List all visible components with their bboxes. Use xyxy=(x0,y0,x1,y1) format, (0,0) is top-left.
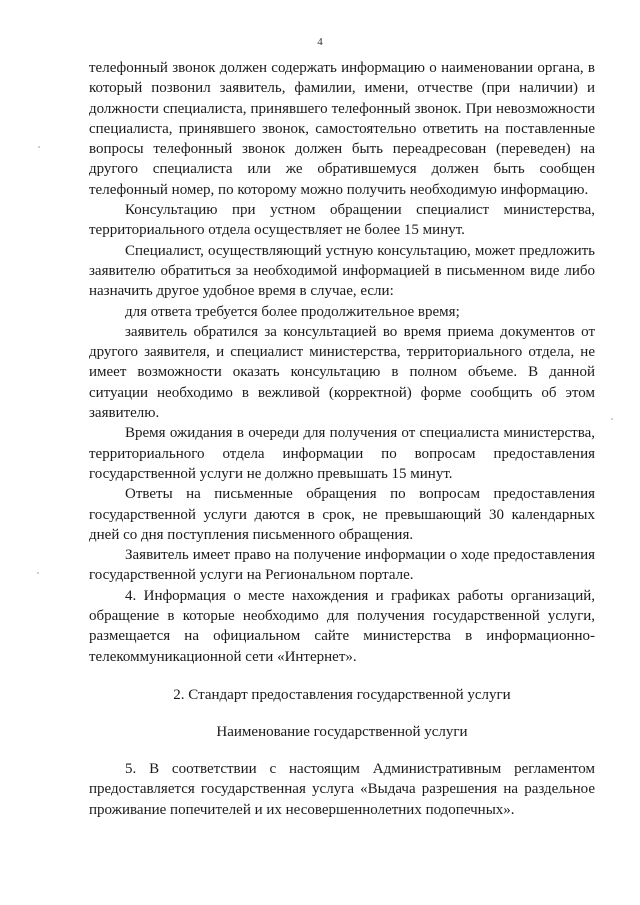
scan-speck xyxy=(611,418,613,420)
paragraph-item-5: 5. В соответствии с настоящим Административным регламентом предоставляется государственная услуга «Выдача разрешения на раздельное проживание попечителей и их несовершеннолетних подопечных». xyxy=(89,760,595,818)
paragraph-consultation-time: Консультацию при устном обращении специалист министерства, территориального отдела осуществляет не более 15 минут. xyxy=(89,202,595,239)
scan-speck xyxy=(37,572,39,574)
scan-speck xyxy=(38,146,40,148)
paragraph-waiting-time: Время ожидания в очереди для получения от специалиста министерства, территориального отдела информации по вопросам предоставления государственной услуги не должно превышать 15 минут. xyxy=(89,425,595,482)
paragraph-applicant-right: Заявитель имеет право на получение информации о ходе предоставления государственной услуги на Региональном портале. xyxy=(89,547,595,584)
page-number: 4 xyxy=(317,36,323,48)
paragraph-written-answers: Ответы на письменные обращения по вопросам предоставления государственной услуги даются в срок, не превышающий 30 календарных дней со дня поступления письменного обращения. xyxy=(89,486,595,543)
document-body xyxy=(89,58,595,820)
section-heading: 2. Стандарт предоставления государственной услуги xyxy=(173,686,511,703)
paragraph-other-applicant: заявитель обратился за консультацией во время приема документов от другого заявителя, и специалист министерства, территориального отдела, не имеет возможности оказать консультацию в полном объеме. В данной ситуации необходимо в вежливой (корректной) форме сообщить об этом заявителю. xyxy=(89,323,595,422)
paragraph-specialist-offer: Специалист, осуществляющий устную консультацию, может предложить заявителю обратиться за необходимой информацией в письменном виде либо назначить другое удобное время в случае, если: xyxy=(89,242,595,300)
paragraph-longer-time: для ответа требуется более продолжительное время; xyxy=(125,303,460,320)
paragraph-item-4: 4. Информация о месте нахождения и графиках работы организаций, обращение в которые необходимо для получения государственной услуги, размещается на официальном сайте министерства в информационно-телекоммуникационной сети «Интернет». xyxy=(89,587,595,665)
subsection-heading: Наименование государственной услуги xyxy=(216,723,468,740)
paragraph-phone-call: телефонный звонок должен содержать информацию о наименовании органа, в который позвонил заявитель, фамилии, имени, отчестве (при наличии) и должности специалиста, принявшего телефонный звонок. При невозможности специалиста, принявшего звонок, самостоятельно ответить на поставленные вопросы телефонный звонок должен быть переадресован (переведен) на другого специалиста или же обратившемуся должен быть сообщен телефонный номер, по которому можно получить необходимую информацию. xyxy=(89,60,595,198)
